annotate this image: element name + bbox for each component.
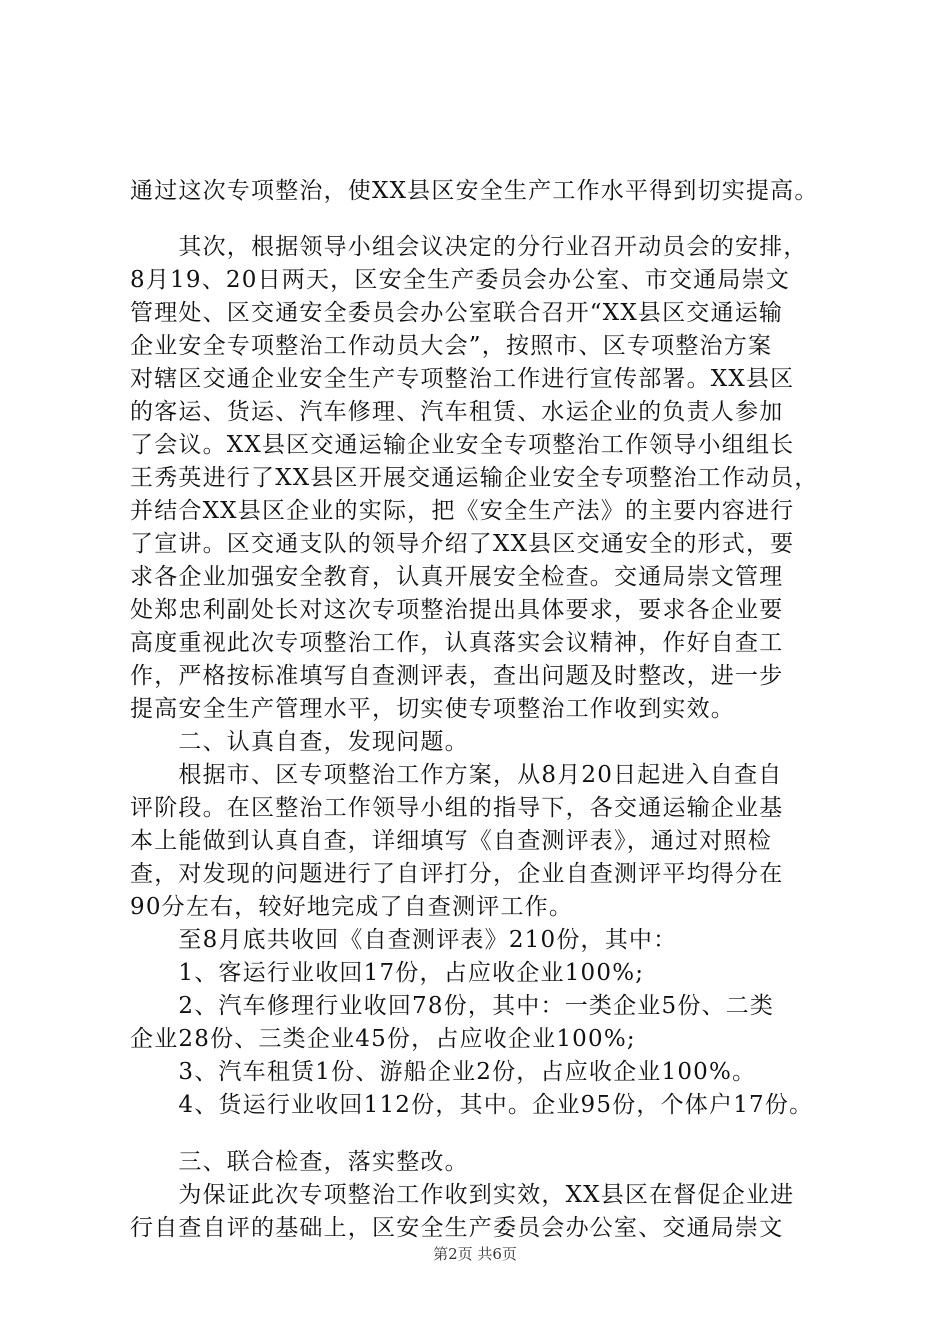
text-line: 王秀英进行了XX县区开展交通运输企业安全专项整治工作动员， bbox=[130, 465, 819, 491]
text-line: 作，严格按标准填写自查测评表，查出问题及时整改，进一步 bbox=[130, 663, 784, 689]
text-line: 了宣讲。区交通支队的领导介绍了XX县区交通安全的形式，要 bbox=[130, 531, 795, 557]
text-line: 企业安全专项整治工作动员大会”，按照市、区专项整治方案 bbox=[130, 333, 773, 359]
text-line: 的客运、货运、汽车修理、汽车租赁、水运企业的负责人参加 bbox=[130, 399, 784, 425]
list-item: 3、汽车租赁1份、游船企业2份，占应收企业100%。 bbox=[130, 1059, 757, 1085]
section-heading: 二、认真自查，发现问题。 bbox=[130, 729, 469, 755]
text-line: 处郑忠利副处长对这次专项整治提出具体要求，要求各企业要 bbox=[130, 597, 784, 623]
text-line: 查，对发现的问题进行了自评打分，企业自查测评平均得分在 bbox=[130, 861, 784, 887]
text-line: 评阶段。在区整治工作领导小组的指导下，各交通运输企业基 bbox=[130, 795, 784, 821]
text-line: 根据市、区专项整治工作方案，从8月20日起进入自查自 bbox=[130, 762, 783, 788]
list-item: 4、货运行业收回112份，其中。企业95份，个体户17份。 bbox=[130, 1092, 814, 1118]
text-line: 并结合XX县区企业的实际，把《安全生产法》的主要内容进行 bbox=[130, 498, 795, 524]
section-heading: 三、联合检查，落实整改。 bbox=[130, 1149, 469, 1175]
list-item: 2、汽车修理行业收回78份，其中：一类企业5份、二类 bbox=[130, 993, 775, 1019]
page-footer: 第2页 共6页 bbox=[433, 1245, 517, 1263]
text-line: 90分左右，较好地完成了自查测评工作。 bbox=[130, 894, 574, 920]
text-line: 提高安全生产管理水平，切实使专项整治工作收到实效。 bbox=[130, 696, 735, 722]
text-line: 了会议。XX县区交通运输企业安全专项整治工作领导小组组长 bbox=[130, 432, 795, 458]
list-item: 1、客运行业收回17份，占应收企业100%; bbox=[130, 960, 645, 986]
text-line: 管理处、区交通安全委员会办公室联合召开“XX县区交通运输 bbox=[130, 300, 784, 326]
text-line: 本上能做到认真自查，详细填写《自查测评表》，通过对照检 bbox=[130, 828, 772, 854]
text-line: 通过这次专项整治，使XX县区安全生产工作水平得到切实提高。 bbox=[130, 178, 819, 204]
text-line: 企业28份、三类企业45份，占应收企业100%; bbox=[130, 1026, 636, 1052]
text-line: 为保证此次专项整治工作收到实效，XX县区在督促企业进 bbox=[130, 1182, 795, 1208]
text-line: 求各企业加强安全教育，认真开展安全检查。交通局崇文管理 bbox=[130, 564, 784, 590]
text-line: 对辖区交通企业安全生产专项整治工作进行宣传部署。XX县区 bbox=[130, 366, 795, 392]
text-line: 其次，根据领导小组会议决定的分行业召开动员会的安排， bbox=[130, 234, 808, 260]
text-line: 行自查自评的基础上，区安全生产委员会办公室、交通局崇文 bbox=[130, 1215, 784, 1241]
text-line: 高度重视此次专项整治工作，认真落实会议精神，作好自查工 bbox=[130, 630, 784, 656]
text-line: 8月19、20日两天，区安全生产委员会办公室、市交通局崇文 bbox=[130, 267, 790, 293]
text-line: 至8月底共收回《自查测评表》210份，其中： bbox=[130, 927, 678, 953]
